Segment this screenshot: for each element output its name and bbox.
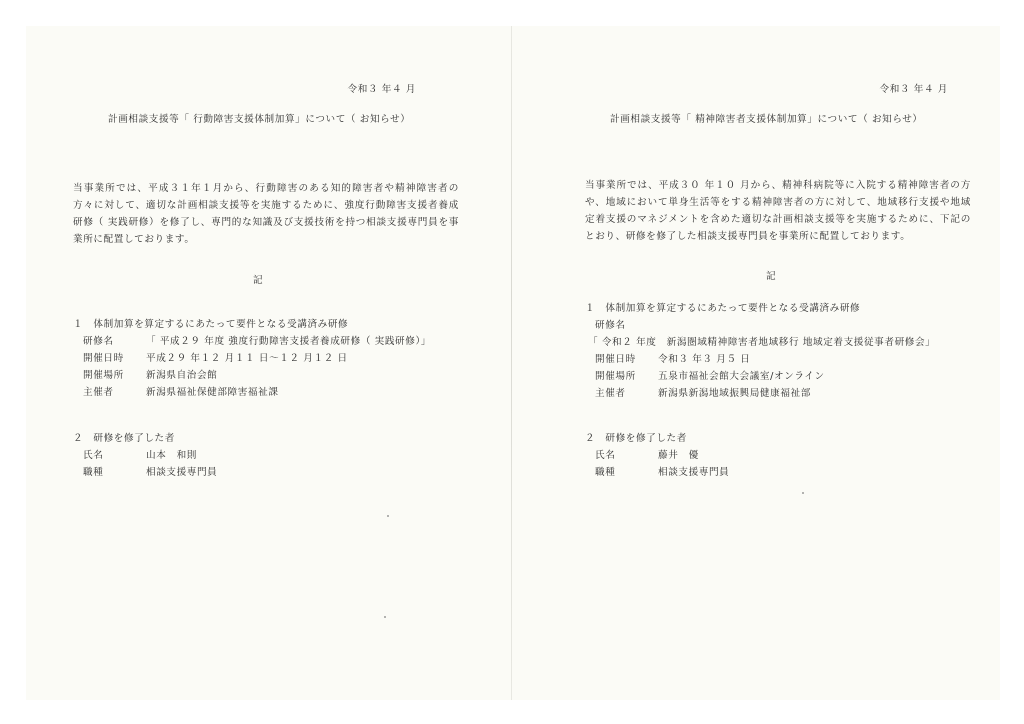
name-label: 氏名 — [83, 450, 104, 461]
job-value: 相談支援専門員 — [658, 467, 730, 478]
training-name-label: 研修名 — [83, 336, 114, 347]
section2-heading: ２ 研修を修了した者 — [585, 433, 687, 444]
notice-body: 当事業所では、平成３０ 年１０ 月から、精神科病院等に入院する精神障害者の方や、地域において単身生活等をする精神障害者の方に対して、地域移行支援や地域定着支援のマネジメントを含めた適切な計画相談支援等を実施するために、下記のとおり、研修を修了した相談支援専門員を事業所に配置しております。 — [585, 180, 971, 242]
training-name-label: 研修名 — [595, 320, 626, 331]
ki-mark: 記 — [766, 271, 777, 282]
page-fold-line — [511, 26, 512, 700]
scan-speck — [387, 515, 389, 517]
section1-heading: １ 体制加算を算定するにあたって要件となる受講済み研修 — [585, 303, 861, 314]
left-notice-page — [26, 26, 486, 700]
date-label: 開催日時 — [83, 353, 124, 364]
name-value: 山本 和則 — [146, 450, 197, 461]
host-label: 主催者 — [595, 388, 626, 399]
training-name-value: 「 令和２ 年度 新潟圏域精神障害者地域移行 地域定着支援従事者研修会」 — [588, 337, 936, 348]
scan-speck — [802, 492, 804, 494]
training-name-value: 「 平成２９ 年度 強度行動障害支援者養成研修（ 実践研修）」 — [146, 336, 432, 347]
date-value: 令和３ 年３ 月５ 日 — [658, 354, 751, 365]
notice-title: 計画相談支援等「 精神障害者支援体制加算」について（ お知らせ） — [610, 114, 923, 125]
date-label: 開催日時 — [595, 354, 636, 365]
venue-value: 新潟県自治会館 — [146, 370, 218, 381]
notice-date: 令和３ 年４ 月 — [879, 84, 948, 95]
host-value: 新潟県新潟地域振興局健康福祉部 — [658, 388, 811, 399]
venue-label: 開催場所 — [595, 371, 636, 382]
section2-heading: ２ 研修を修了した者 — [73, 433, 175, 444]
name-value: 藤井 優 — [658, 450, 699, 461]
ki-mark: 記 — [253, 275, 264, 286]
job-label: 職種 — [595, 467, 616, 478]
section1-heading: １ 体制加算を算定するにあたって要件となる受講済み研修 — [73, 319, 349, 330]
name-label: 氏名 — [595, 450, 616, 461]
host-label: 主催者 — [83, 387, 114, 398]
right-notice-page — [538, 26, 998, 700]
notice-body: 当事業所では、平成３１年１月から、行動障害のある知的障害者や精神障害者の方々に対して、適切な計画相談支援等を実施するために、強度行動障害支援者養成研修（ 実践研修）を修了し、専門的な知識及び支援技術を持つ相談支援専門員を事業所に配置しております。 — [73, 183, 459, 245]
venue-label: 開催場所 — [83, 370, 124, 381]
scan-speck — [384, 616, 386, 618]
venue-value: 五泉市福祉会館大会議室/オンライン — [658, 371, 825, 382]
notice-title: 計画相談支援等「 行動障害支援体制加算」について（ お知らせ） — [108, 114, 411, 125]
host-value: 新潟県福祉保健部障害福祉課 — [146, 387, 279, 398]
job-label: 職種 — [83, 467, 104, 478]
notice-date: 令和３ 年４ 月 — [347, 84, 416, 95]
date-value: 平成２９ 年１２ 月１１ 日～１２ 月１２ 日 — [146, 353, 348, 364]
job-value: 相談支援専門員 — [146, 467, 218, 478]
